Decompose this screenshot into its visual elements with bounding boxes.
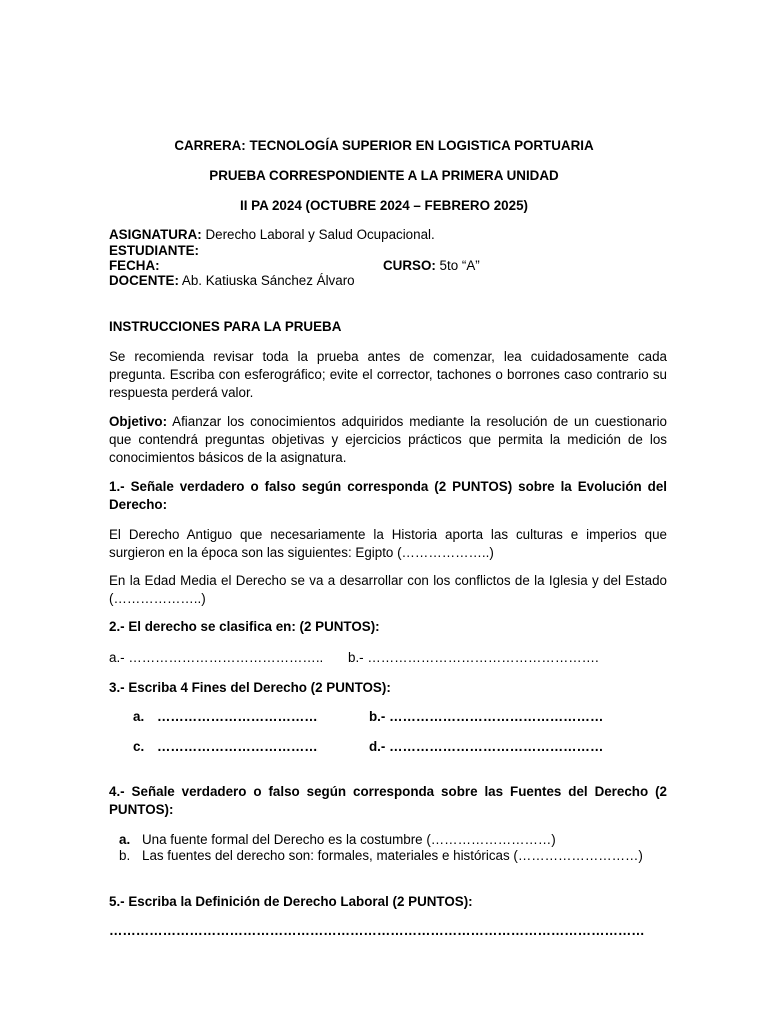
q1-item-2: En la Edad Media el Derecho se va a desarrollar con los conflictos de la Iglesia y del Estado (………………..) <box>109 573 667 606</box>
q3-blank-a: ……………………………… <box>157 709 318 724</box>
instructions-title: INSTRUCCIONES PARA LA PRUEBA <box>109 319 342 334</box>
q2-option-b: b.- ……………………………………………. <box>348 650 599 665</box>
q1-title: 1.- Señale verdadero o falso según corresponda (2 PUNTOS) sobre la Evolución del Derecho: <box>109 479 667 512</box>
objetivo-text: Afianzar los conocimientos adquiridos mediante la resolución de un cuestionario que contendrá preguntas objetivas y ejercicios prácticos que permita la medición de los conocimientos básicos de la asignatura. <box>109 414 667 465</box>
q1-item-1: El Derecho Antiguo que necesariamente la Historia aporta las culturas e imperios que surgieron en la época son las siguientes: Egipto (………………..) <box>109 527 667 560</box>
asignatura-label: ASIGNATURA: <box>109 227 202 242</box>
docente-line <box>109 273 355 288</box>
q4-item-a: Una fuente formal del Derecho es la costumbre (………………………) <box>142 832 556 847</box>
fecha-line <box>109 258 160 273</box>
docente-value: Ab. Katiuska Sánchez Álvaro <box>178 273 355 288</box>
q4-label-b: b. <box>119 848 131 863</box>
fecha-label: FECHA: <box>109 258 160 273</box>
q5-answer-blank: ………………………………………………………………………………………………………… <box>109 923 645 938</box>
estudiante-label: ESTUDIANTE: <box>109 243 200 258</box>
q4-item-b: Las fuentes del derecho son: formales, materiales e históricas (………………………) <box>142 848 643 863</box>
q5-title: 5.- Escriba la Definición de Derecho Laboral (2 PUNTOS): <box>109 894 473 909</box>
objetivo-label: Objetivo: <box>109 414 168 429</box>
asignatura-line <box>109 227 435 242</box>
q2-title: 2.- El derecho se clasifica en: (2 PUNTOS): <box>109 619 380 634</box>
q2-option-a: a.- …………………………………….. <box>109 650 324 665</box>
q3-title: 3.- Escriba 4 Fines del Derecho (2 PUNTOS): <box>109 680 391 695</box>
asignatura-value: Derecho Laboral y Salud Ocupacional. <box>201 227 435 242</box>
q3-label-c: c. <box>133 739 145 754</box>
q3-blank-b: b.- ………………………………………… <box>369 709 604 724</box>
curso-value: 5to “A” <box>435 258 480 273</box>
carrera-heading: CARRERA: TECNOLOGÍA SUPERIOR EN LOGISTICA PORTUARIA <box>174 138 594 153</box>
instructions-text: Se recomienda revisar toda la prueba antes de comenzar, lea cuidadosamente cada pregunta. Escriba con esferográfico; evite el corrector, tachones o borrones caso contrario su respuesta perderá valor. <box>109 349 667 400</box>
estudiante-line <box>109 243 199 258</box>
q4-label-a: a. <box>119 832 131 847</box>
prueba-heading: PRUEBA CORRESPONDIENTE A LA PRIMERA UNIDAD <box>209 168 559 183</box>
curso-line <box>383 258 480 273</box>
q3-blank-c: ……………………………… <box>157 739 318 754</box>
docente-label: DOCENTE: <box>109 273 179 288</box>
periodo-heading: II PA 2024 (OCTUBRE 2024 – FEBRERO 2025) <box>239 198 528 213</box>
q3-blank-d: d.- ………………………………………… <box>369 739 604 754</box>
q4-title: 4.- Señale verdadero o falso según corresponda sobre las Fuentes del Derecho (2 PUNTOS): <box>109 784 667 817</box>
curso-label: CURSO: <box>383 258 436 273</box>
q3-label-a: a. <box>133 709 145 724</box>
objetivo-paragraph <box>109 413 667 467</box>
